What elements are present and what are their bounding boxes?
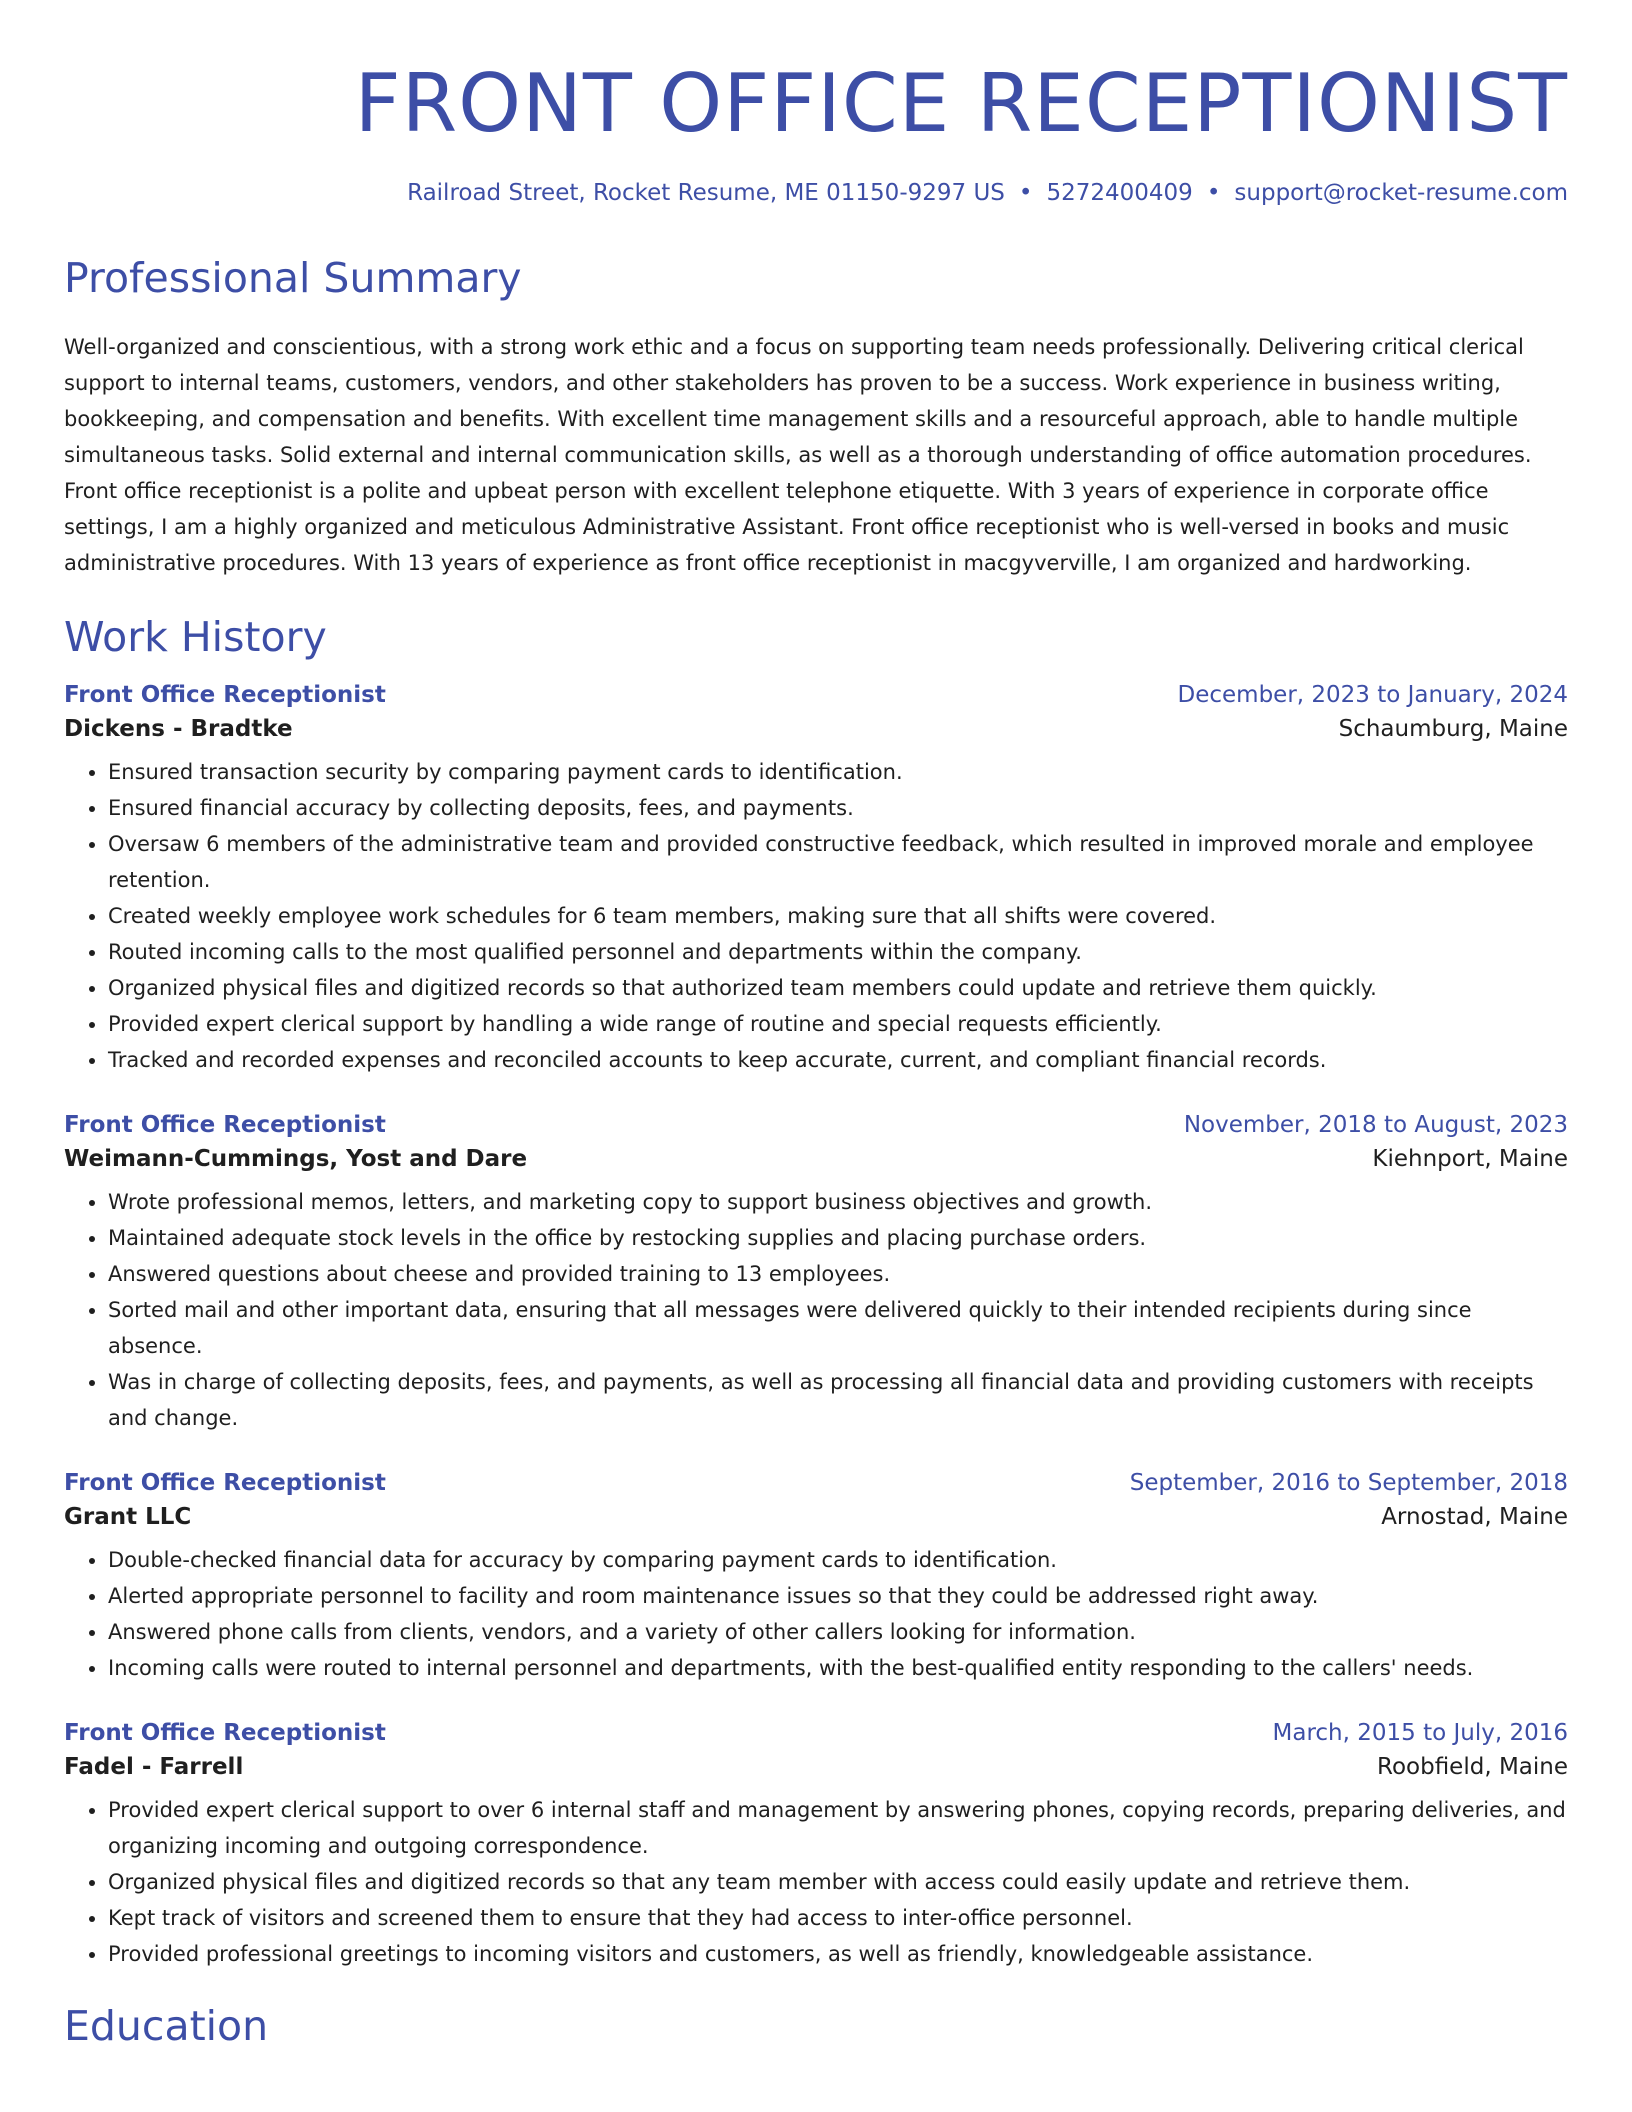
job-bullets [64,1184,1568,1436]
job-bullet-item: • Provided expert clerical support by handling a wide range of routine and special requests efficiently. [108,1006,1568,1042]
job-entry [64,1470,1568,1686]
contact-line [64,180,1568,206]
job-bullets [64,1792,1568,1972]
job-bullet-item: • Maintained adequate stock levels in the office by restocking supplies and placing purchase orders. [108,1220,1568,1256]
education-heading: Education [64,2002,269,2050]
job-title: Front Office Receptionist [64,1470,386,1496]
job-bullet-item: • Sorted mail and other important data, ensuring that all messages were delivered quickly to their intended recipients during since absence. [108,1292,1568,1364]
job-dates: December, 2023 to January, 2024 [1177,682,1568,708]
candidate-title: FRONT OFFICE RECEPTIONIST [354,57,1568,150]
job-bullet-item: • Organized physical files and digitized records so that authorized team members could update and retrieve them quickly. [108,970,1568,1006]
job-entry [64,1112,1568,1436]
job-company-row [64,1754,1568,1780]
job-header-row [64,1112,1568,1138]
job-bullet-item: • Wrote professional memos, letters, and marketing copy to support business objectives and growth. [108,1184,1568,1220]
job-bullet-item: • Incoming calls were routed to internal personnel and departments, with the best-qualified entity responding to the callers' needs. [108,1650,1568,1686]
job-title: Front Office Receptionist [64,1112,386,1138]
job-header-row [64,1720,1568,1746]
job-header-row [64,682,1568,708]
job-company-row [64,1504,1568,1530]
summary-heading: Professional Summary [64,254,522,302]
job-title: Front Office Receptionist [64,682,386,708]
job-bullet-item: • Organized physical files and digitized records so that any team member with access could easily update and retrieve them. [108,1864,1568,1900]
job-bullet-item: • Was in charge of collecting deposits, fees, and payments, as well as processing all financial data and providing customers with receipts and change. [108,1364,1568,1436]
job-dates: March, 2015 to July, 2016 [1272,1720,1568,1746]
job-company: Dickens - Bradtke [64,716,293,742]
job-header-row [64,1470,1568,1496]
job-bullet-item: • Provided professional greetings to incoming visitors and customers, as well as friendly, knowledgeable assistance. [108,1936,1568,1972]
job-location: Arnostad, Maine [1381,1504,1568,1530]
job-dates: September, 2016 to September, 2018 [1129,1470,1568,1496]
contact-email: support@rocket-resume.com [1234,180,1568,206]
job-list [64,682,1568,1972]
job-bullet-item: • Provided expert clerical support to over 6 internal staff and management by answering phones, copying records, preparing deliveries, and organizing incoming and outgoing correspondence. [108,1792,1568,1864]
job-bullet-item: • Created weekly employee work schedules for 6 team members, making sure that all shifts were covered. [108,898,1568,934]
contact-separator: • [1018,180,1033,206]
job-entry [64,682,1568,1078]
contact-phone: 5272400409 [1046,180,1193,206]
job-location: Schaumburg, Maine [1338,716,1568,742]
job-location: Kiehnport, Maine [1372,1146,1568,1172]
job-dates: November, 2018 to August, 2023 [1183,1112,1568,1138]
job-company: Fadel - Farrell [64,1754,244,1780]
job-bullet-item: • Tracked and recorded expenses and reconciled accounts to keep accurate, current, and compliant financial records. [108,1042,1568,1078]
job-bullet-item: • Answered phone calls from clients, vendors, and a variety of other callers looking for information. [108,1614,1568,1650]
contact-address: Railroad Street, Rocket Resume, ME 01150-9297 US [407,180,1005,206]
summary-text: Well-organized and conscientious, with a strong work ethic and a focus on supporting team needs professionally. Delivering critical clerical support to internal teams, customers, vendors, and other stakeholders has proven to be a success. Work experience in business writing, bookkeeping, and compensation and benefits. With excellent time management skills and a resourceful approach, able to handle multiple simultaneous tasks. Solid external and internal communication skills, as well as a thorough understanding of office automation procedures. Front office receptionist is a polite and upbeat person with excellent telephone etiquette. With 3 years of experience in corporate office settings, I am a highly organized and meticulous Administrative Assistant. Front office receptionist who is well-versed in books and music administrative procedures. With 13 years of experience as front office receptionist in macgyverville, I am organized and hardworking. [64,335,1532,575]
job-location: Roobfield, Maine [1377,1754,1568,1780]
job-bullets [64,754,1568,1078]
job-company-row [64,1146,1568,1172]
resume-page [64,0,1568,2050]
job-bullet-item: • Kept track of visitors and screened them to ensure that they had access to inter-office personnel. [108,1900,1568,1936]
job-company: Grant LLC [64,1504,192,1530]
job-bullet-item: • Alerted appropriate personnel to facility and room maintenance issues so that they could be addressed right away. [108,1578,1568,1614]
work-history-heading: Work History [64,613,327,661]
job-bullet-item: • Routed incoming calls to the most qualified personnel and departments within the company. [108,934,1568,970]
job-title: Front Office Receptionist [64,1720,386,1746]
job-bullet-item: • Answered questions about cheese and provided training to 13 employees. [108,1256,1568,1292]
job-entry [64,1720,1568,1972]
job-bullet-item: • Oversaw 6 members of the administrative team and provided constructive feedback, which resulted in improved morale and employee retention. [108,826,1568,898]
job-bullet-item: • Double-checked financial data for accuracy by comparing payment cards to identification. [108,1542,1568,1578]
job-bullets [64,1542,1568,1686]
job-company: Weimann-Cummings, Yost and Dare [64,1146,528,1172]
contact-separator: • [1206,180,1221,206]
job-bullet-item: • Ensured financial accuracy by collecting deposits, fees, and payments. [108,790,1568,826]
job-company-row [64,716,1568,742]
job-bullet-item: • Ensured transaction security by comparing payment cards to identification. [108,754,1568,790]
